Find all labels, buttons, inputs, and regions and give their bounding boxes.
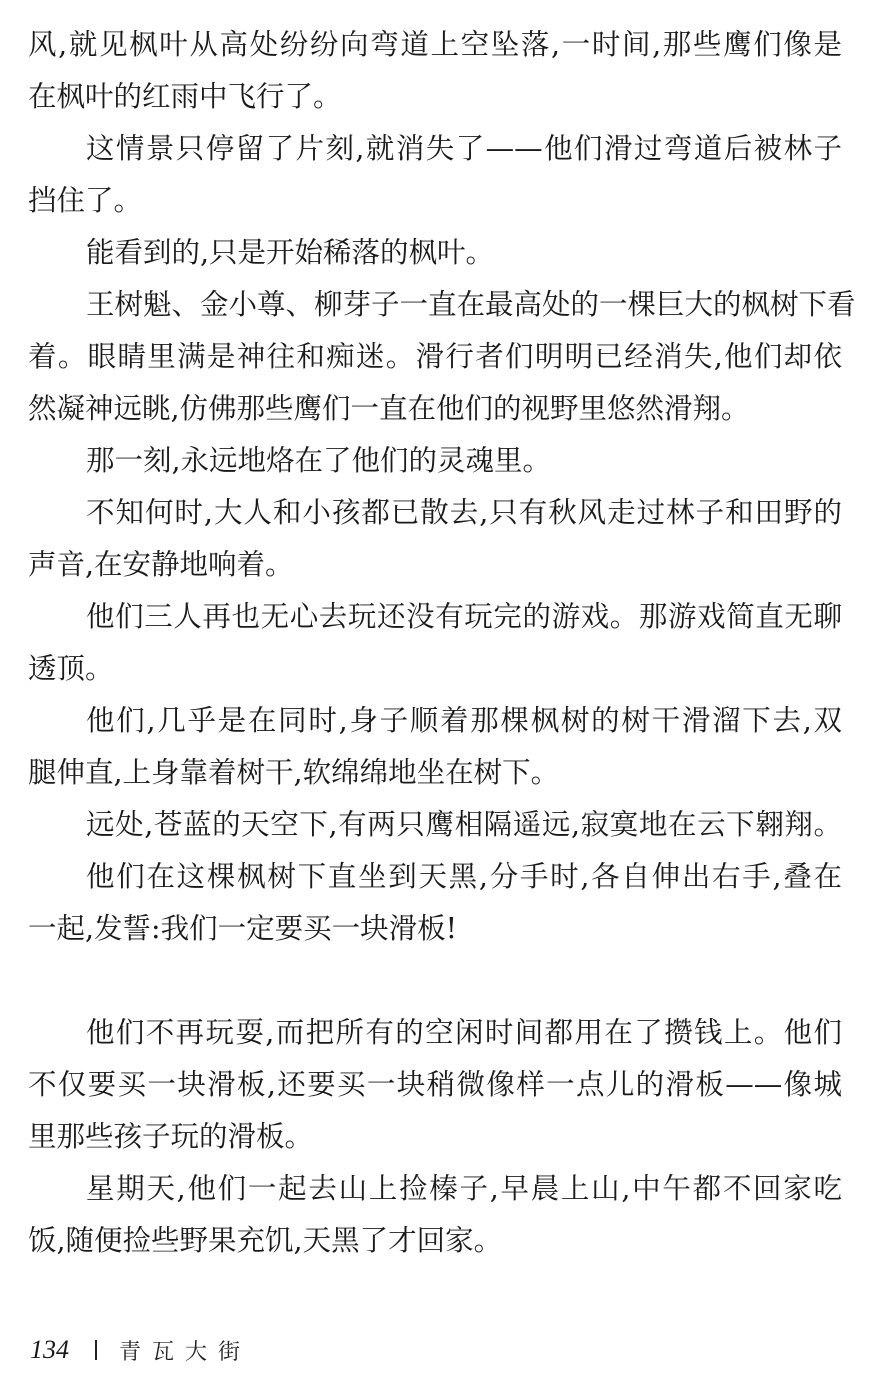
text-line: 里那些孩子玩的滑板。 <box>28 1120 314 1153</box>
paragraph <box>28 1007 842 1163</box>
text-line: 一起,发誓:我们一定要买一块滑板! <box>28 912 458 945</box>
section-break <box>28 955 842 1007</box>
paragraph <box>28 123 842 227</box>
paragraph <box>28 435 842 487</box>
paragraph <box>28 279 856 435</box>
text-line: 他们不再玩耍,而把所有的空闲时间都用在了攒钱上。他们 <box>86 1016 842 1049</box>
text-line: 星期天,他们一起去山上捡榛子,早晨上山,中午都不回家吃 <box>86 1172 842 1205</box>
text-line: 风,就见枫叶从高处纷纷向弯道上空坠落,一时间,那些鹰们像是 <box>28 28 842 61</box>
text-line: 他们在这棵枫树下直坐到天黑,分手时,各自伸出右手,叠在 <box>86 860 842 893</box>
paragraph <box>28 851 842 955</box>
page-footer <box>30 1330 251 1370</box>
paragraph <box>28 19 842 123</box>
paragraph <box>28 1163 842 1267</box>
text-line: 挡住了。 <box>28 184 143 217</box>
body-text <box>28 19 856 1267</box>
page-number: 134 <box>30 1335 69 1364</box>
text-line: 着。眼睛里满是神往和痴迷。滑行者们明明已经消失,他们却依 <box>28 340 842 373</box>
text-line: 能看到的,只是开始稀落的枫叶。 <box>86 236 495 269</box>
text-line: 不知何时,大人和小孩都已散去,只有秋风走过林子和田野的 <box>86 496 842 529</box>
paragraph <box>28 227 842 279</box>
text-line: 这情景只停留了片刻,就消失了——他们滑过弯道后被林子 <box>86 132 842 165</box>
text-line: 他们,几乎是在同时,身子顺着那棵枫树的树干滑溜下去,双 <box>86 704 842 737</box>
text-line: 透顶。 <box>28 652 114 685</box>
book-title: 青瓦大街 <box>119 1339 252 1365</box>
paragraph <box>28 799 842 851</box>
text-line: 那一刻,永远地烙在了他们的灵魂里。 <box>86 444 552 477</box>
paragraph <box>28 487 842 591</box>
text-line: 声音,在安静地响着。 <box>28 548 294 581</box>
footer-divider <box>95 1340 97 1360</box>
paragraph <box>28 695 842 799</box>
text-line: 不仅要买一块滑板,还要买一块稍微像样一点儿的滑板——像城 <box>28 1068 842 1101</box>
text-line: 远处,苍蓝的天空下,有两只鹰相隔遥远,寂寞地在云下翱翔。 <box>86 808 842 841</box>
text-line: 王树魁、金小尊、柳芽子一直在最高处的一棵巨大的枫树下看 <box>86 288 856 321</box>
text-line: 饭,随便捡些野果充饥,天黑了才回家。 <box>28 1224 503 1257</box>
paragraph <box>28 591 842 695</box>
text-line: 在枫叶的红雨中飞行了。 <box>28 80 342 113</box>
text-line: 腿伸直,上身靠着树干,软绵绵地坐在树下。 <box>28 756 560 789</box>
text-line: 然凝神远眺,仿佛那些鹰们一直在他们的视野里悠然滑翔。 <box>28 392 750 425</box>
text-line: 他们三人再也无心去玩还没有玩完的游戏。那游戏简直无聊 <box>86 600 842 633</box>
